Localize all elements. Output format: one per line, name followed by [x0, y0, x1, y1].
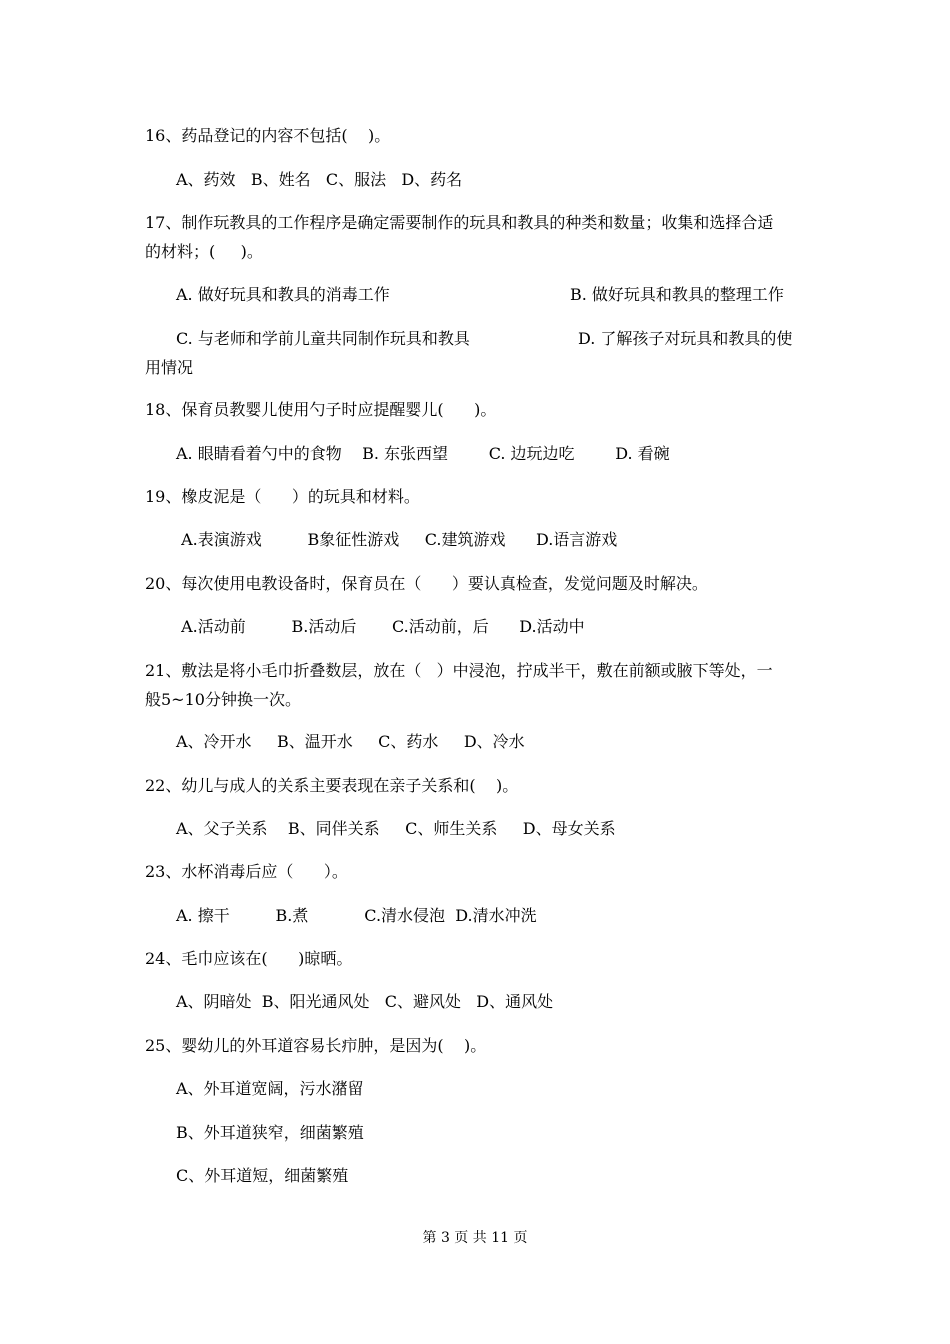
question-22-stem: 22、幼儿与成人的关系主要表现在亲子关系和( )。 [145, 776, 519, 795]
question-24-options: A、阴暗处 B、阳光通风处 C、避风处 D、通风处 [176, 992, 554, 1011]
question-17-option-b: B. 做好玩具和教具的整理工作 [570, 285, 784, 304]
question-16-stem: 16、药品登记的内容不包括( )。 [145, 126, 391, 145]
question-19-options: A.表演游戏 B象征性游戏 C.建筑游戏 D.语言游戏 [176, 530, 618, 549]
question-25-option-c: C、外耳道短，细菌繁殖 [176, 1166, 349, 1185]
question-19-stem: 19、橡皮泥是（ ）的玩具和材料。 [145, 487, 420, 506]
question-21-stem-continued: 般5~10分钟换一次。 [145, 690, 301, 709]
question-18-options: A. 眼睛看着勺中的食物 B. 东张西望 C. 边玩边吃 D. 看碗 [176, 444, 670, 463]
question-21-options: A、冷开水 B、温开水 C、药水 D、冷水 [176, 732, 525, 751]
question-22-options: A、父子关系 B、同伴关系 C、师生关系 D、母女关系 [176, 819, 616, 838]
question-23-options: A. 擦干 B.煮 C.清水侵泡 D.清水冲洗 [176, 906, 537, 925]
question-25-option-b: B、外耳道狭窄，细菌繁殖 [176, 1123, 364, 1142]
question-21-stem: 21、敷法是将小毛巾折叠数层，放在（ ）中浸泡，拧成半干，敷在前额或腋下等处，一 [145, 661, 773, 680]
question-20-options: A.活动前 B.活动后 C.活动前，后 D.活动中 [176, 617, 585, 636]
question-17-stem-continued: 的材料；( )。 [145, 242, 263, 261]
question-17-stem: 17、制作玩教具的工作程序是确定需要制作的玩具和教具的种类和数量；收集和选择合适 [145, 213, 774, 232]
question-25-option-a: A、外耳道宽阔，污水潴留 [176, 1079, 364, 1098]
question-16-options: A、药效 B、姓名 C、服法 D、药名 [176, 170, 463, 189]
question-17-option-a: A. 做好玩具和教具的消毒工作 [176, 285, 390, 304]
question-17-option-c: C. 与老师和学前儿童共同制作玩具和教具 [176, 329, 470, 348]
page-footer: 第 3 页 共 11 页 [422, 1230, 528, 1246]
question-17-option-d: D. 了解孩子对玩具和教具的使 [578, 329, 793, 348]
question-18-stem: 18、保育员教婴儿使用勺子时应提醒婴儿( )。 [145, 400, 497, 419]
question-23-stem: 23、水杯消毒后应（ ）。 [145, 862, 348, 881]
question-17-option-d-continued: 用情况 [145, 358, 194, 377]
question-25-stem: 25、婴幼儿的外耳道容易长疖肿，是因为( )。 [145, 1036, 487, 1055]
question-20-stem: 20、每次使用电教设备时，保育员在（ ）要认真检查，发觉问题及时解决。 [145, 574, 708, 593]
question-24-stem: 24、毛巾应该在( )晾晒。 [145, 949, 353, 968]
